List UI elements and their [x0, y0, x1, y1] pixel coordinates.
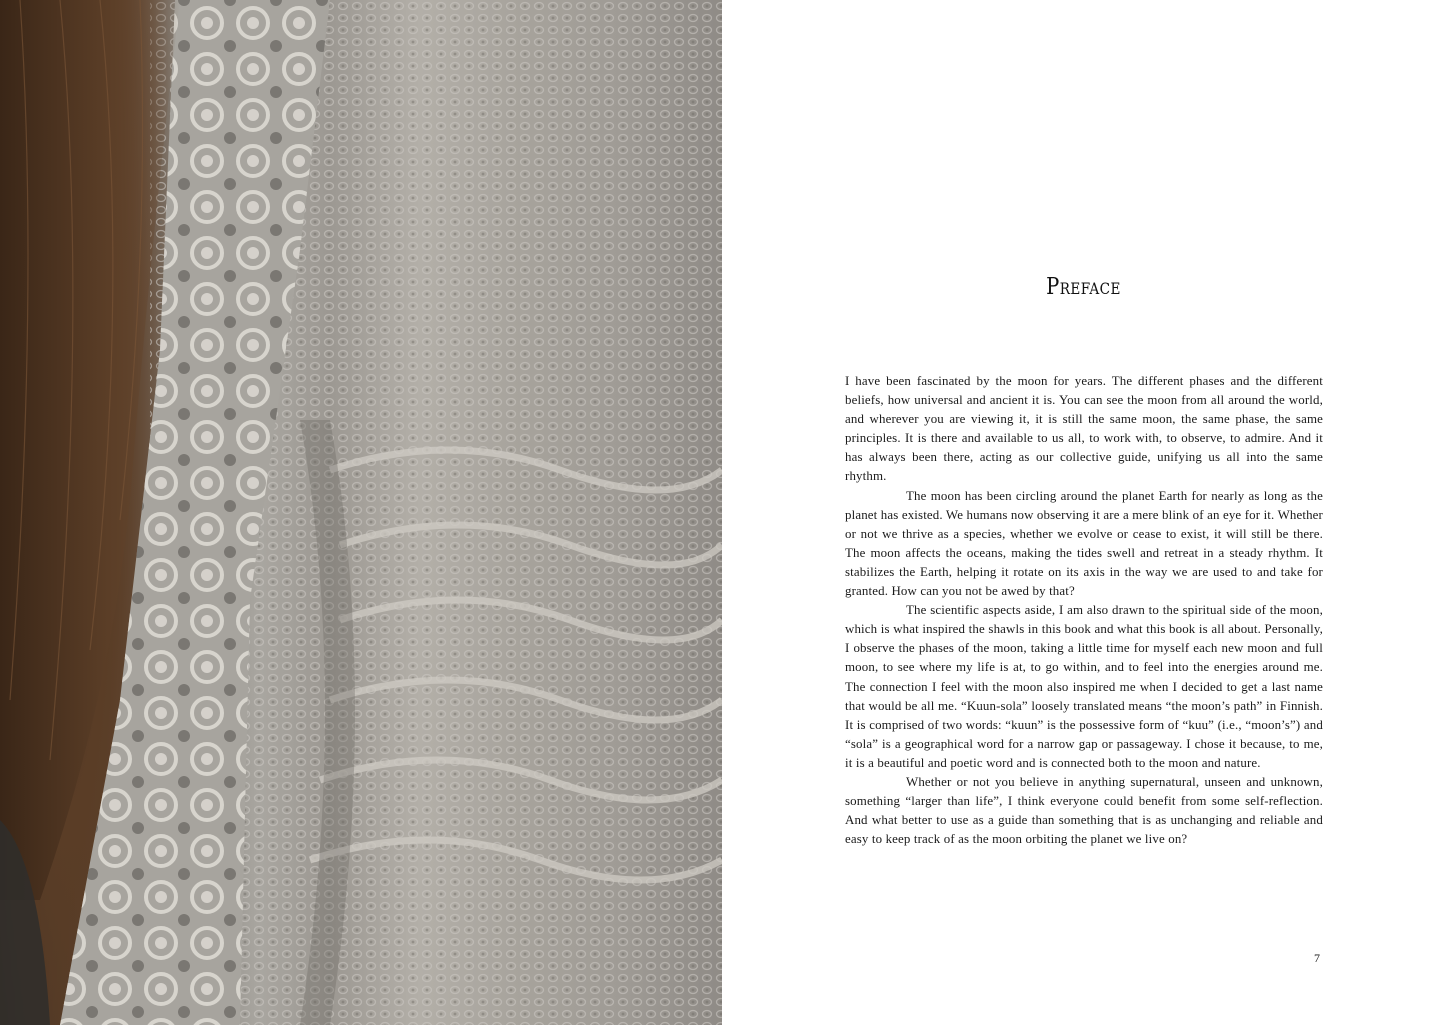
paragraph-3: The scientific aspects aside, I am also drawn to the spiritual side of the moon, which is what inspired the shawls in this book and what this book is all about. Personally, I observe the phases of the moon, taking a little time for myself each new moon and full moon, to see where my life is at, to go within, and to feel into the energies around me. The connection I feel with the moon also inspired me when I decided to get a last name that would be all me. “Kuun-sola” loosely translated means “the moon’s path” in Finnish. It is comprised of two words: “kuun” is the possessive form of “kuu” (i.e., “moon’s”) and “sola” is a geographical word for a narrow gap or passageway. I chose it because, to me, it is a beautiful and poetic word and is connected both to the moon and nature.: [845, 603, 1323, 770]
lace-texture-illustration: [0, 0, 722, 1025]
paragraph-4: Whether or not you believe in anything supernatural, unseen and unknown, something “larger than life”, I think everyone could benefit from some self-reflection. And what better to use as a guide than something that is as unchanging and reliable and easy to keep track of as the moon orbiting the planet we live on?: [845, 774, 1323, 847]
paragraph-1: I have been fascinated by the moon for years. The different phases and the different beliefs, how universal and ancient it is. You can see the moon from all around the world, and wherever you are viewing it, it is still the same moon, the same phase, the same principles. It is there and available to us all, to work with, to observe, to admire. And it has always been there, acting as our collective guide, unifying us all into the same rhythm.: [845, 374, 1323, 484]
paragraph-2: The moon has been circling around the planet Earth for nearly as long as the planet has existed. We humans now observing it are a mere blink of an eye for it. Whether or not we thrive as a species, whether we evolve or cease to exist, it will still be there. The moon affects the oceans, making the tides swell and retreat in a steady rhythm. It stabilizes the Earth, helping it rotate on its axis in the way we are used to and take for granted. How can you not be awed by that?: [845, 488, 1323, 599]
knitted-shawl-photo: [0, 0, 722, 1025]
text-page: [722, 0, 1445, 1025]
page-number: 7: [1314, 951, 1320, 965]
preface-body: [845, 372, 1323, 849]
page-title: Preface: [1046, 274, 1121, 300]
